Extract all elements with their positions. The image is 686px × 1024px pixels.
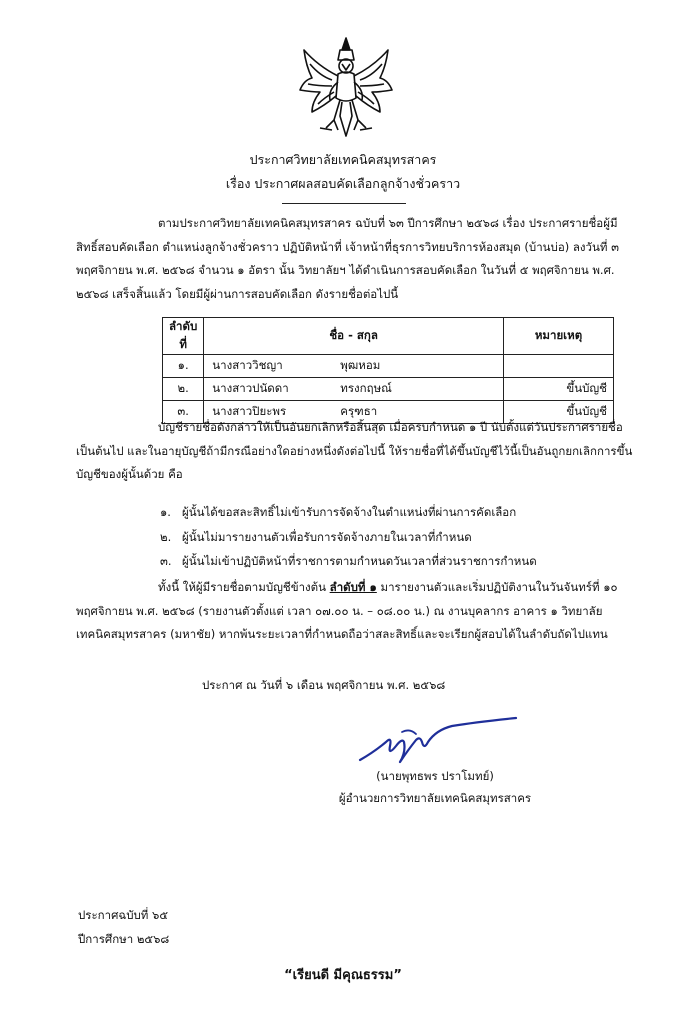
garuda-emblem-icon — [298, 36, 394, 142]
row-first-name: นางสาวปิยะพร — [212, 404, 287, 418]
row-order: ๓. — [163, 401, 204, 424]
results-table — [162, 317, 614, 424]
conditions-list — [160, 500, 630, 574]
row-last-name: ครุฑธา — [340, 404, 378, 418]
row-name — [204, 355, 504, 378]
row-first-name: นางสาววิชญา — [212, 358, 283, 372]
document-title — [0, 148, 686, 196]
signature-icon — [356, 712, 520, 770]
report-text-pre: ทั้งนี้ ให้ผู้มีรายชื่อตามบัญชีข้างต้น — [158, 580, 330, 594]
report-text-post: มารายงานตัวและเริ่มปฏิบัติงานในวันจันทร์ที่ ๑๐ พฤศจิกายน พ.ศ. ๒๕๖๘ (รายงานตัวตั้งแต่ เวลา ๐๗.๐๐ น. – ๐๘.๐๐ น.) ณ งานบุคลากร อาคาร ๑ วิทยาลัยเทคนิคสมุทรสาคร (มหาชัย) หากพ้นระยะเวลาที่กำหนดถือว่าสละสิทธิ์และจะเรียกผู้สอบได้ในลำดับถัดไปแทน — [76, 580, 618, 641]
row-remark — [504, 355, 614, 378]
header-order: ลำดับที่ — [163, 318, 204, 355]
announcement-date: ประกาศ ณ วันที่ ๖ เดือน พฤศจิกายน พ.ศ. ๒๕๖๘ — [202, 678, 446, 692]
condition-text: ผู้นั้นไม่เข้าปฏิบัติหน้าที่ราชการตามกำหนดวันเวลาที่ส่วนราชการกำหนด — [182, 554, 537, 568]
academic-year: ปีการศึกษา ๒๕๖๘ — [78, 932, 170, 946]
table-row — [163, 355, 614, 378]
header-remark: หมายเหตุ — [504, 318, 614, 355]
title-underline — [282, 203, 406, 204]
list-item — [160, 500, 630, 525]
signer-position: ผู้อำนวยการวิทยาลัยเทคนิคสมุทรสาคร — [338, 791, 532, 805]
table-header-row — [163, 318, 614, 355]
announcement-reference — [78, 903, 169, 951]
row-remark: ขึ้นบัญชี — [504, 401, 614, 424]
college-motto: “เรียนดี มีคุณธรรม” — [284, 968, 402, 983]
intro-paragraph — [76, 212, 636, 306]
announcement-number: ประกาศฉบับที่ ๖๕ — [78, 908, 169, 922]
row-remark: ขึ้นบัญชี — [504, 378, 614, 401]
condition-number: ๑. — [160, 505, 171, 519]
condition-text: ผู้นั้นได้ขอสละสิทธิ์ไม่เข้ารับการจัดจ้างในตำแหน่งที่ผ่านการคัดเลือก — [182, 505, 517, 519]
condition-text: ผู้นั้นไม่มารายงานตัวเพื่อรับการจัดจ้างภายในเวลาที่กำหนด — [182, 529, 472, 544]
signer-name: (นายพุทธพร ปราโมทย์) — [376, 769, 494, 783]
row-first-name: นางสาวปนัดดา — [212, 381, 289, 395]
list-item — [160, 549, 630, 574]
row-name — [204, 378, 504, 401]
row-last-name: ทรงกฤษณ์ — [340, 381, 392, 395]
validity-text: บัญชีรายชื่อดังกล่าวให้เป็นอันยกเลิกหรือสิ้นสุด เมื่อครบกำหนด ๑ ปี นับตั้งแต่วันประกาศรายชื่อเป็นต้นไป และในอายุบัญชีถ้ามีกรณีอย่างใดอย่างหนึ่งดังต่อไปนี้ ให้รายชื่อที่ได้ขึ้นบัญชีไว้นี้เป็นอันถูกยกเลิกการขึ้นบัญชีของผู้นั้นด้วย คือ — [76, 420, 633, 481]
report-rank-highlight: ลำดับที่ ๑ — [329, 580, 377, 594]
report-paragraph — [76, 576, 636, 647]
title-line-2: เรื่อง ประกาศผลสอบคัดเลือกลูกจ้างชั่วคราว — [225, 176, 461, 191]
signer-block — [330, 765, 540, 809]
condition-number: ๒. — [160, 529, 172, 544]
header-name: ชื่อ - สกุล — [204, 318, 504, 355]
row-last-name: พุฒหอม — [340, 358, 381, 372]
condition-number: ๓. — [160, 554, 172, 568]
row-order: ๑. — [163, 355, 204, 378]
title-line-1: ประกาศวิทยาลัยเทคนิคสมุทรสาคร — [249, 152, 437, 167]
list-item — [160, 525, 630, 550]
row-order: ๒. — [163, 378, 204, 401]
table-row — [163, 378, 614, 401]
validity-paragraph — [76, 416, 636, 487]
intro-text: ตามประกาศวิทยาลัยเทคนิคสมุทรสาคร ฉบับที่ ๖๓ ปีการศึกษา ๒๕๖๘ เรื่อง ประกาศรายชื่อผู้มีสิทธิ์สอบคัดเลือก ตำแหน่งลูกจ้างชั่วคราว ปฏิบัติหน้าที่ เจ้าหน้าที่ธุรการวิทยบริการห้องสมุด (บ้านบ่อ) ลงวันที่ ๓ พฤศจิกายน พ.ศ. ๒๕๖๘ จำนวน ๑ อัตรา นั้น วิทยาลัยฯ ได้ดำเนินการสอบคัดเลือก ในวันที่ ๕ พฤศจิกายน พ.ศ. ๒๕๖๘ เสร็จสิ้นแล้ว โดยมีผู้ผ่านการสอบคัดเลือก ดังรายชื่อต่อไปนี้ — [76, 216, 619, 301]
